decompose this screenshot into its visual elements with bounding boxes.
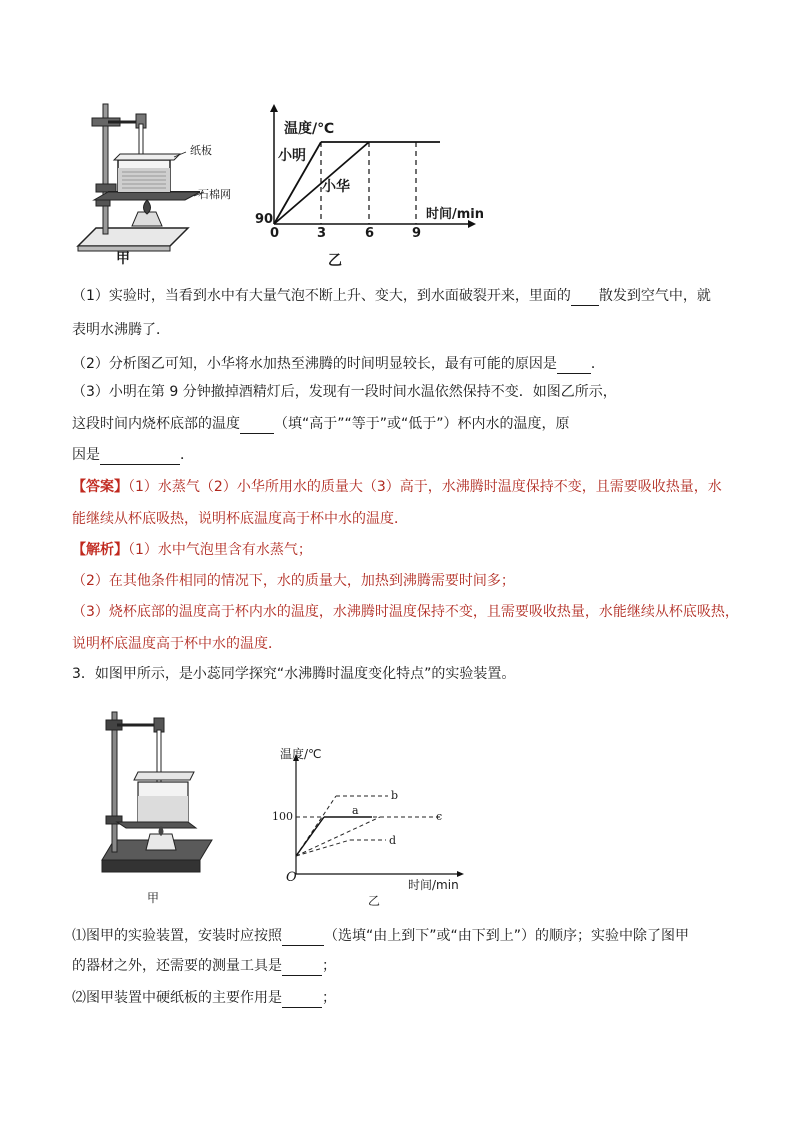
q2-part2: （2）分析图乙可知，小华将水加热至沸腾的时间明显较长，最有可能的原因是 ． [72,356,605,372]
q3-part1-line1: ⑴图甲的实验装置，安装时应按照 （选填“由上到下”或“由下到上”）的顺序；实验中除了图甲 [72,928,690,944]
q2-part3-line3: 因是 ． [72,447,194,463]
q3-blank-1[interactable] [282,930,324,946]
q3-blank-2[interactable] [282,960,322,976]
chart3-label-b: b [391,789,399,802]
chart3-ylabel: 温度/℃ [280,747,322,761]
chart1-xlabel: 时间/min [426,207,485,222]
apparatus-figure-1 [70,96,245,271]
q2-part1-line1: （1）实验时，当看到水中有大量气泡不断上升、变大，到水面破裂开来，里面的 散发到空气中，就 [72,288,711,304]
q2-part3-line1: （3）小明在第 9 分钟撤掉酒精灯后，发现有一段时间水温依然保持不变．如图乙所示， [72,384,617,400]
q3-blank-3[interactable] [282,992,322,1008]
q2-blank-3[interactable] [240,418,274,434]
caption-yi-1: 乙 [328,253,342,269]
chart1-xtick-6: 6 [365,226,375,241]
chart1-ylabel: 温度/℃ [284,121,335,137]
analysis-line1: 【解析】（1）水中气泡里含有水蒸气； [72,542,312,558]
q3-part1-line2: 的器材之外，还需要的测量工具是 ； [72,958,336,974]
analysis-tag: 【解析】 [72,542,128,558]
q3-part2: ⑵图甲装置中硬纸板的主要作用是 ； [72,990,336,1006]
chart3-label-d: d [389,834,397,847]
answer-line1: 【答案】（1）水蒸气（2）小华所用水的质量大（3）高于，水沸腾时温度保持不变，且需要吸收热量，水 [72,479,722,495]
caption-yi-3: 乙 [368,894,381,908]
chart3-xlabel: 时间/min [408,878,459,892]
label-gauze: 石棉网 [198,188,231,201]
chart1-xtick-9: 9 [412,226,422,241]
caption-jia-1: 甲 [116,251,130,267]
answer-line2: 能继续从杯底吸热，说明杯底温度高于杯中水的温度． [72,511,408,527]
q2-blank-2[interactable] [557,358,591,374]
series-label-xiaohua: 小华 [322,179,350,195]
analysis-line3: （3）烧杯底部的温度高于杯内水的温度，水沸腾时温度保持不变，且需要吸收热量，水能继续从杯底吸热， [72,604,739,620]
answer-tag: 【答案】 [72,479,128,495]
chart3-label-a: a [352,804,359,817]
chart3-ytick-100: 100 [272,810,293,823]
chart1-xtick-3: 3 [317,226,327,241]
q3-title: 3．如图甲所示，是小蕊同学探究“水沸腾时温度变化特点”的实验装置。 [72,666,516,682]
series-label-xiaoming: 小明 [278,148,306,164]
chart3-origin: O [286,870,297,885]
analysis-line4: 说明杯底温度高于杯中水的温度． [72,636,282,652]
apparatus-figure-3 [96,700,226,885]
q2-blank-4[interactable] [100,449,180,465]
label-paper: 纸板 [190,144,212,157]
chart3-label-c: c [436,810,443,823]
chart1-y-start: 90 [255,212,274,227]
q2-blank-1[interactable] [571,290,599,306]
chart1-xtick-0: 0 [270,226,280,241]
caption-jia-3: 甲 [147,891,160,905]
analysis-line2: （2）在其他条件相同的情况下，水的质量大，加热到沸腾需要时间多； [72,573,515,589]
q2-part3-line2: 这段时间内烧杯底部的温度 （填“高于”“等于”或“低于”）杯内水的温度，原 [72,416,570,432]
q2-part1-line2: 表明水沸腾了． [72,322,170,338]
